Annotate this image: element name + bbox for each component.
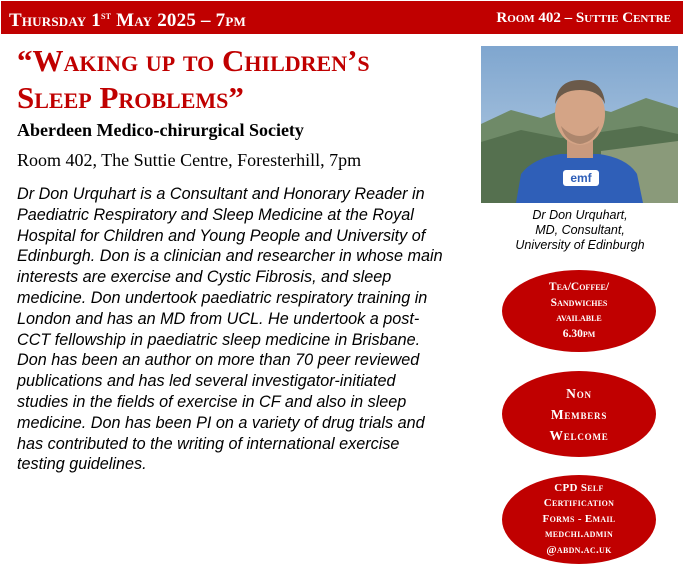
badge-text: 6.30pm [562,327,596,340]
shirt-logo: emf [570,171,592,185]
refreshments-badge [502,270,656,352]
caption-line-1: Dr Don Urquhart, [532,208,628,222]
badge-text: available [556,312,602,324]
header-banner [1,1,683,34]
event-date: Thursday 1st May 2025 – 7pm [9,8,246,31]
venue-line: Room 402, The Suttie Centre, Foresterhill, 7pm [17,150,362,170]
badge-text: Forms - Email [542,512,616,525]
speaker-photo [481,46,678,203]
badge-text: Sandwiches [550,296,608,309]
cpd-badge [502,475,656,564]
caption-line-3: University of Edinburgh [515,238,645,252]
society-name: Aberdeen Medico-chirurgical Society [17,120,304,140]
badge-text: Tea/Coffee/ [548,281,610,293]
title-line-1: “Waking up to Children’s [17,43,370,78]
badge-text: Certification [543,497,615,510]
speaker-caption [470,208,686,253]
caption-line-2: MD, Consultant, [535,223,625,237]
talk-title [17,42,467,116]
badge-text: Non [566,385,592,401]
non-members-badge [502,371,656,457]
badge-text: Members [550,406,608,422]
badge-text: CPD Self [554,481,604,494]
speaker-bio: Dr Don Urquhart is a Consultant and Honorary Reader in Paediatric Respiratory and Sleep Medicine at the Royal Hospital for Children and Young People and University of Edinburgh. Don is a clinician and researcher in whose main interests are exercise and Cystic Fibrosis, and sleep medicine. Don undertook paediatric respiratory training in London and has an MD from UCL. He undertook a post-CCT fellowship in paediatric sleep medicine in Brisbane. Don has been an author on more than 70 peer reviewed publications and has led several investigator-initiated studies in the fields of exercise in CF and also in sleep medicine. Don has been PI on a variety of drug trials and has contributed to the writing of international exercise testing guidelines. [17,185,443,474]
badge-text: medchi.admin [544,528,614,541]
date-ordinal: st [101,8,112,22]
badge-text: @abdn.ac.uk [546,543,612,556]
title-line-2: Sleep Problems” [17,80,244,115]
badge-text: Welcome [549,427,609,443]
speaker-photo-illustration [481,46,678,203]
event-room: Room 402 – Suttie Centre [496,10,671,26]
